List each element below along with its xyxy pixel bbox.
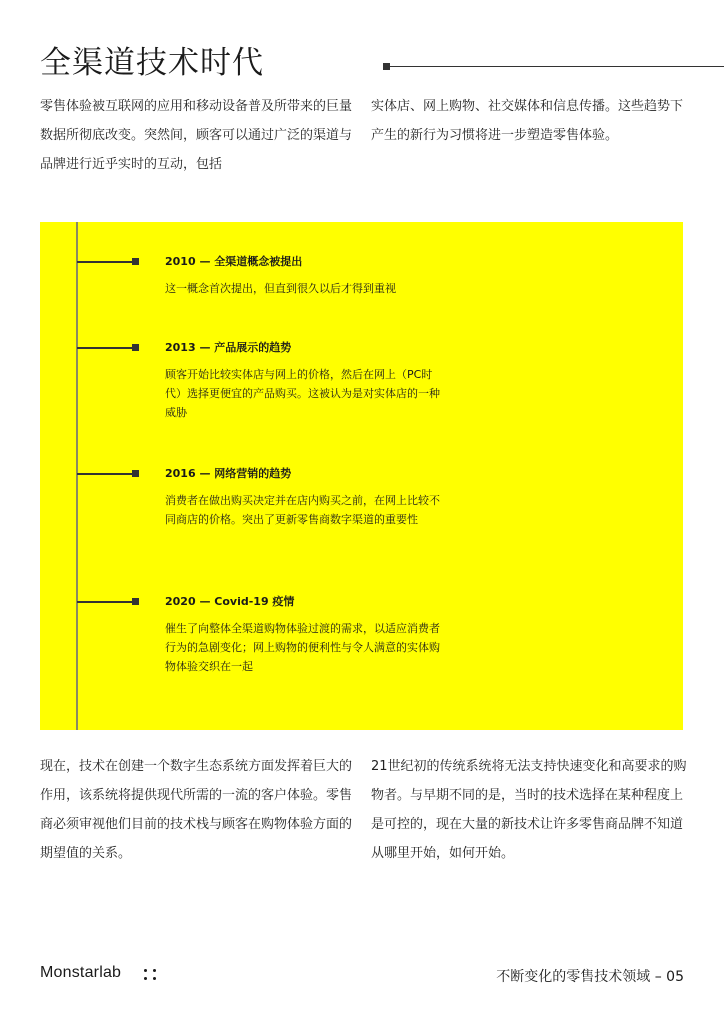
timeline-marker — [132, 258, 139, 265]
timeline-heading: 2020 — Covid-19 疫情 — [165, 595, 295, 608]
intro-left-paragraph: 零售体验被互联网的应用和移动设备普及所带来的巨量数据所彻底改变。突然间，顾客可以通过广泛的渠道与品牌进行近乎实时的互动，包括 — [40, 99, 353, 172]
page-title: 全渠道技术时代 — [40, 45, 264, 81]
title-rule — [388, 66, 724, 67]
outro-right-paragraph: 21世纪初的传统系统将无法支持快速变化和高要求的购物者。与早期不同的是，当时的技术选择在某种程度上是可控的，现在大量的新技术让许多零售商品牌不知道从哪里开始，如何开始。 — [371, 759, 687, 861]
timeline-branch — [77, 261, 135, 263]
timeline-marker — [132, 470, 139, 477]
intro-right-paragraph: 实体店、网上购物、社交媒体和信息传播。这些趋势下产生的新行为习惯将进一步塑造零售体验。 — [371, 99, 684, 143]
timeline-heading: 2013 — 产品展示的趋势 — [165, 341, 292, 354]
timeline-heading: 2016 — 网络营销的趋势 — [165, 467, 292, 480]
timeline-marker — [132, 344, 139, 351]
timeline-heading: 2010 — 全渠道概念被提出 — [165, 255, 303, 268]
timeline-branch — [77, 347, 135, 349]
timeline-branch — [77, 601, 135, 603]
timeline-body: 顾客开始比较实体店与网上的价格，然后在网上（PC时代）选择更便宜的产品购买。这被认为是对实体店的一种威胁 — [165, 368, 440, 419]
timeline-axis — [76, 222, 78, 730]
company-logo: Monstarlab — [40, 964, 122, 981]
timeline-body: 催生了向整体全渠道购物体验过渡的需求，以适应消费者行为的急剧变化；网上购物的便利性与令人满意的实体购物体验交织在一起 — [165, 622, 440, 673]
page-footer-label: 不断变化的零售技术领域 – 05 — [496, 969, 684, 985]
timeline-marker — [132, 598, 139, 605]
timeline-body: 消费者在做出购买决定并在店内购买之前，在网上比较不同商店的价格。突出了更新零售商数字渠道的重要性 — [165, 494, 440, 526]
timeline-branch — [77, 473, 135, 475]
outro-left-paragraph: 现在，技术在创建一个数字生态系统方面发挥着巨大的作用，该系统将提供现代所需的一流的客户体验。零售商必须审视他们目前的技术栈与顾客在购物体验方面的期望值的关系。 — [40, 759, 353, 861]
logo-dots-icon — [142, 966, 162, 982]
timeline-body: 这一概念首次提出，但直到很久以后才得到重视 — [165, 282, 396, 295]
